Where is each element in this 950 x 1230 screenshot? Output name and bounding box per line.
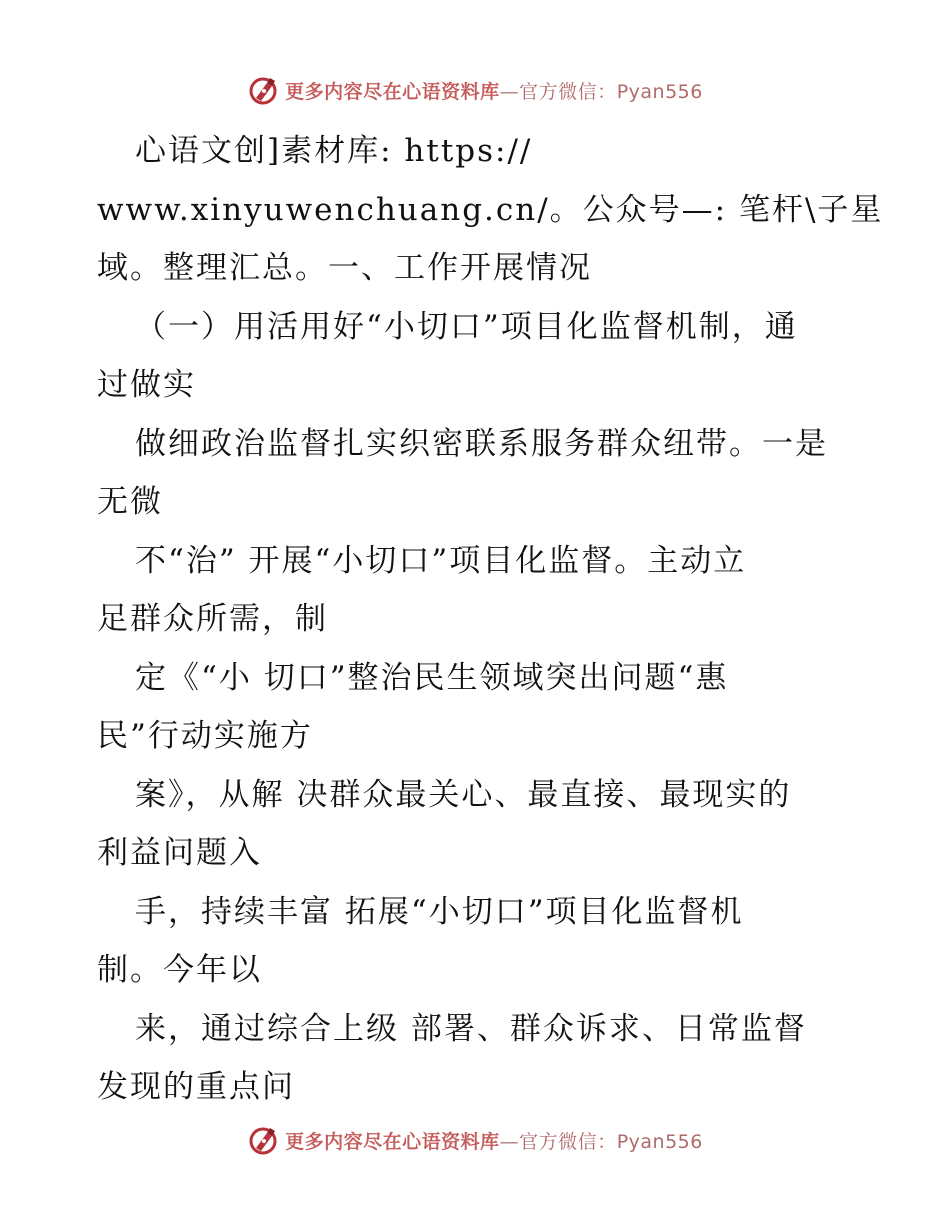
watermark-brand: 更多内容尽在心语资料库 (285, 1130, 500, 1153)
text-line: 案》，从解 决群众最关心、最直接、最现实的 (135, 776, 792, 813)
watermark-account: Pyan556 (616, 80, 703, 103)
watermark-separator: — (499, 80, 520, 103)
watermark-brand: 更多内容尽在心语资料库 (285, 80, 500, 103)
text-line: 手，持续丰富 拓展“小切口”项目化监督机 (135, 893, 744, 930)
watermark-banner-top (0, 70, 950, 110)
text-line: 来，通过综合上级 部署、群众诉求、日常监督 (135, 1010, 807, 1047)
text-line: 足群众所需，制 (97, 601, 328, 637)
watermark-separator: — (499, 1130, 520, 1153)
watermark-label: 官方微信： (519, 80, 617, 103)
pen-nib-logo-icon (247, 74, 279, 106)
watermark-account: Pyan556 (616, 1130, 703, 1153)
text-line: 心语文创]素材库: https:// (135, 133, 533, 169)
document-body (97, 122, 884, 1117)
watermark-banner-bottom (0, 1120, 950, 1160)
text-line: 利益问题入 (97, 835, 262, 871)
text-line: 发现的重点问 (97, 1069, 295, 1105)
text-line: 不“治” 开展“小切口”项目化监督。主动立 (135, 542, 747, 579)
watermark-label: 官方微信： (519, 1130, 617, 1153)
text-line: 做细政治监督扎实织密联系服务群众纽带。一是 (135, 425, 828, 462)
text-line: 过做实 (97, 367, 196, 403)
text-line: 域。整理汇总。一、工作开展情况 (97, 250, 592, 286)
text-line: 定《“小 切口”整治民生领域突出问题“惠 (135, 659, 729, 696)
text-line: 无微 (97, 484, 163, 520)
text-line: 制。今年以 (97, 952, 262, 988)
text-line: 民”行动实施方 (97, 718, 313, 754)
text-line: （一）用活用好“小切口”项目化监督机制，通 (135, 308, 798, 345)
pen-nib-logo-icon (247, 1124, 279, 1156)
text-line: www.xinyuwenchuang.cn/。公众号—: 笔杆\子星 (97, 191, 884, 228)
